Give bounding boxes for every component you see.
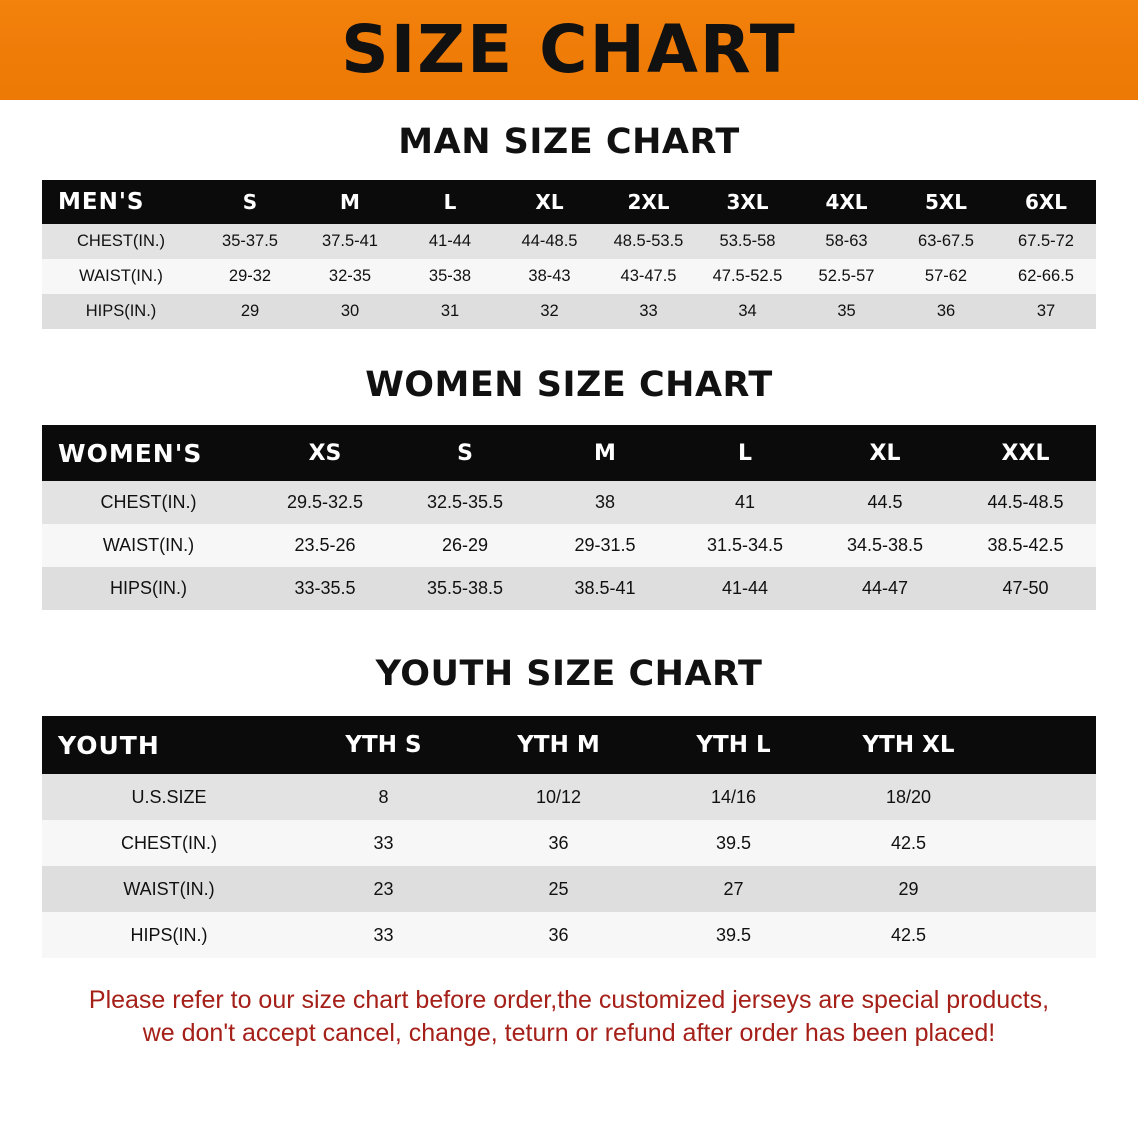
table-cell: 35 [837,302,856,320]
women-table-wrap [42,425,1096,610]
table-cell: 57-62 [924,267,968,285]
man-header-cell: 2XL [599,180,698,224]
table-cell: 38.5-41 [574,578,636,598]
women-header-cell: M [535,425,675,481]
row-label: CHEST(IN.) [121,832,217,853]
table-cell: 23 [373,878,394,899]
women-header-cell: L [675,425,815,481]
table-cell: 53.5-58 [719,232,776,250]
row-label: HIPS(IN.) [85,302,157,320]
man-header-cell: 5XL [896,180,996,224]
man-header-cell: XL [500,180,599,224]
table-cell: 23.5-26 [294,535,356,555]
table-cell: 34 [738,302,757,320]
row-label: WAIST(IN.) [102,535,195,555]
table-cell: 25 [548,878,569,899]
youth-header-cell: YTH S [296,716,471,774]
table-cell: 36 [936,302,956,320]
table-cell: 32 [540,302,559,320]
youth-header-cell: YOUTH [42,716,296,774]
table-cell: 44.5-48.5 [987,492,1064,512]
table-row [42,259,1096,294]
table-cell: 63-67.5 [918,232,974,250]
women-section-title: WOMEN SIZE CHART [365,365,773,405]
table-cell-spacer [996,774,1096,820]
table-cell: 29.5-32.5 [286,492,364,512]
table-cell: 52.5-57 [818,267,875,285]
table-row [42,294,1096,329]
youth-header-spacer [996,716,1096,774]
table-cell: 47.5-52.5 [712,267,783,285]
row-label: WAIST(IN.) [79,267,163,285]
man-header-cell: M [300,180,400,224]
table-cell-spacer [996,866,1096,912]
table-cell: 8 [378,786,389,807]
table-cell: 36 [548,924,569,945]
table-row [42,567,1096,610]
row-label: HIPS(IN.) [130,924,208,945]
youth-table-header-row [42,716,1096,774]
table-cell: 37 [1036,302,1056,320]
table-cell: 14/16 [710,786,757,807]
women-header-cell: XS [255,425,395,481]
table-cell: 43-47.5 [620,267,677,285]
row-label: HIPS(IN.) [109,578,187,598]
table-cell: 33 [373,924,394,945]
man-table-header-row [42,180,1096,224]
table-cell: 44-48.5 [521,232,578,250]
table-cell: 35-37.5 [222,232,278,250]
table-cell: 30 [340,302,360,320]
table-cell: 38-43 [528,267,571,285]
table-cell-spacer [996,912,1096,958]
table-row [42,224,1096,259]
table-cell: 32.5-35.5 [426,492,504,512]
table-cell: 33 [373,832,394,853]
table-cell: 39.5 [715,832,752,853]
table-cell: 33-35.5 [294,578,356,598]
table-cell: 44.5 [867,492,903,512]
women-size-table [42,425,1096,610]
women-header-cell: XL [815,425,955,481]
table-row [42,866,1096,912]
row-label: U.S.SIZE [131,786,207,807]
table-row [42,774,1096,820]
table-cell: 29-32 [228,267,272,285]
table-cell: 35-38 [428,267,472,285]
table-cell: 29 [240,302,260,320]
table-cell: 44-47 [861,578,909,598]
row-label: WAIST(IN.) [123,878,215,899]
table-cell-spacer [996,820,1096,866]
table-cell: 38 [594,492,616,512]
table-cell: 42.5 [890,924,927,945]
table-cell: 41-44 [721,578,769,598]
youth-table-wrap [42,716,1096,958]
table-cell: 32-35 [328,267,372,285]
table-cell: 48.5-53.5 [613,232,684,250]
table-cell: 35.5-38.5 [426,578,504,598]
row-label: CHEST(IN.) [77,232,165,250]
table-row [42,912,1096,958]
man-header-cell: MEN'S [42,180,200,224]
table-cell: 36 [548,832,569,853]
row-label: CHEST(IN.) [100,492,197,512]
page-title: SIZE CHART [341,11,797,88]
table-cell: 18/20 [885,786,932,807]
table-cell: 33 [639,302,658,320]
disclaimer-line-2: we don't accept cancel, change, teturn or refund after order has been placed! [142,1019,996,1047]
women-header-cell: XXL [955,425,1096,481]
table-cell: 58-63 [825,232,868,250]
man-header-cell: 3XL [698,180,797,224]
table-cell: 29 [898,878,919,899]
table-cell: 27 [723,878,744,899]
table-cell: 31.5-34.5 [706,535,784,555]
table-cell: 47-50 [1002,578,1049,598]
man-size-table [42,180,1096,329]
table-cell: 31 [440,302,460,320]
table-row [42,524,1096,567]
women-header-cell: S [395,425,535,481]
women-header-cell: WOMEN'S [42,425,255,481]
table-cell: 41-44 [428,232,472,250]
youth-header-cell: YTH L [646,716,821,774]
disclaimer-note [40,984,1098,1050]
youth-header-cell: YTH XL [821,716,996,774]
man-header-cell: L [400,180,500,224]
table-cell: 62-66.5 [1018,267,1074,285]
table-cell: 67.5-72 [1018,232,1074,250]
table-cell: 34.5-38.5 [846,535,924,555]
table-cell: 10/12 [535,786,582,807]
table-cell: 29-31.5 [574,535,636,555]
table-cell: 38.5-42.5 [987,535,1064,555]
man-header-cell: S [200,180,300,224]
women-table-header-row [42,425,1096,481]
table-row [42,820,1096,866]
table-cell: 41 [734,492,756,512]
man-header-cell: 6XL [996,180,1096,224]
youth-header-cell: YTH M [471,716,646,774]
table-cell: 42.5 [890,832,927,853]
table-cell: 37.5-41 [322,232,378,250]
man-table-wrap [42,180,1096,329]
disclaimer-line-1: Please refer to our size chart before order,the customized jerseys are special products, [88,986,1050,1014]
table-cell: 39.5 [715,924,752,945]
man-section-title: MAN SIZE CHART [398,122,740,162]
table-row [42,481,1096,524]
table-cell: 26-29 [441,535,489,555]
banner [0,0,1138,100]
youth-size-table [42,716,1096,958]
youth-section-title: YOUTH SIZE CHART [375,654,763,694]
man-header-cell: 4XL [797,180,896,224]
